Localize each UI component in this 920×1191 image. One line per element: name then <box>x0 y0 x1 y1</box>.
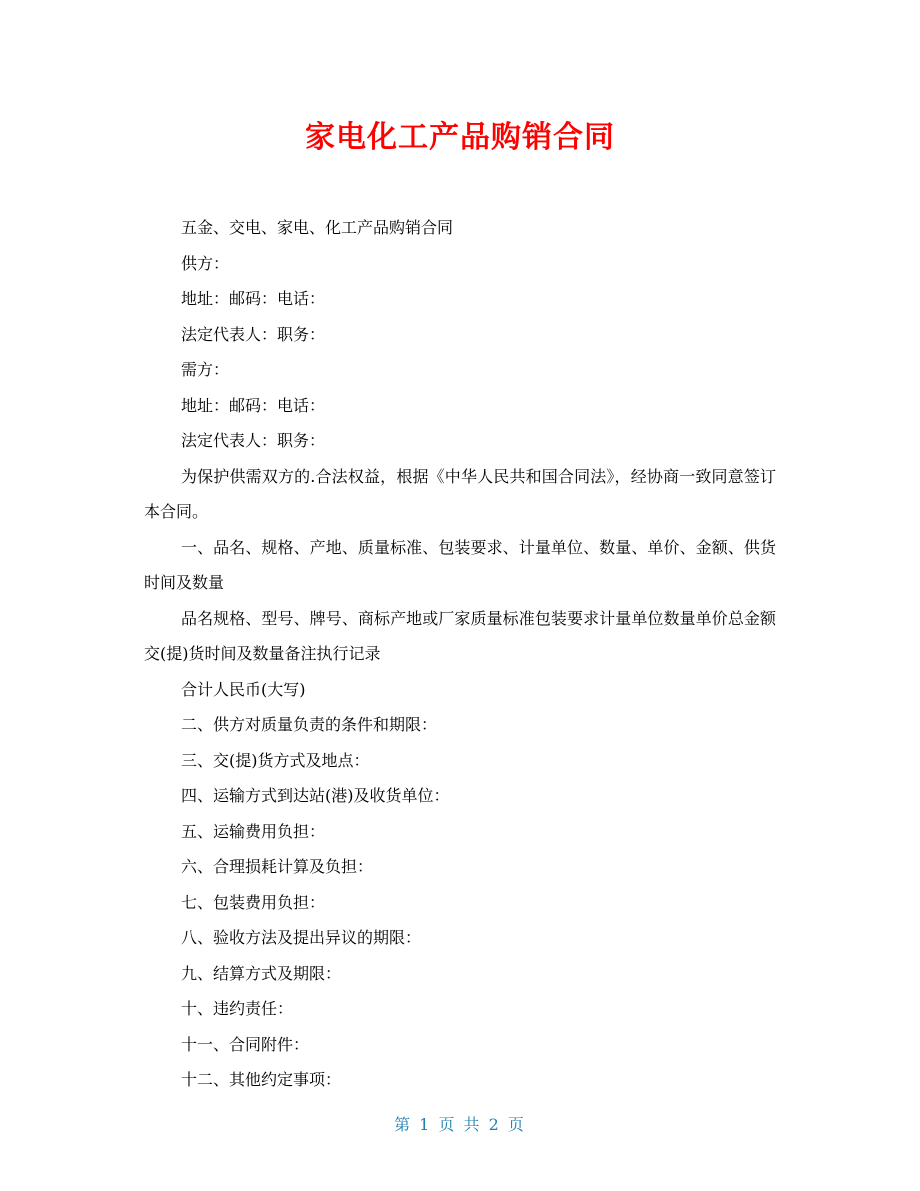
paragraph: 地址：邮码：电话： <box>181 395 326 415</box>
document-title: 家电化工产品购销合同 <box>305 120 615 155</box>
document-body <box>144 210 776 1098</box>
paragraph: 五金、交电、家电、化工产品购销合同 <box>181 218 454 237</box>
paragraph: 八、验收方法及提出异议的期限： <box>181 928 422 947</box>
paragraph: 法定代表人：职务： <box>181 324 326 344</box>
paragraph: 九、结算方式及期限： <box>181 963 342 983</box>
paragraph: 三、交(提)货方式及地点： <box>181 750 370 770</box>
paragraph: 品名规格、型号、牌号、商标产地或厂家质量标准包装要求计量单位数量单价总金额交(提)货时间及数量备注执行记录 <box>144 608 776 663</box>
paragraph: 二、供方对质量负责的条件和期限： <box>181 715 438 734</box>
paragraph: 为保护供需双方的.合法权益，根据《中华人民共和国合同法》，经协商一致同意签订本合同。 <box>144 466 776 521</box>
paragraph: 五、运输费用负担： <box>181 821 326 841</box>
paragraph: 四、运输方式到达站(港)及收货单位： <box>181 786 450 805</box>
paragraph: 地址：邮码：电话： <box>181 289 326 308</box>
paragraph: 十一、合同附件： <box>181 1034 310 1054</box>
paragraph: 六、合理损耗计算及负担： <box>181 857 374 876</box>
paragraph: 十二、其他约定事项： <box>181 1070 342 1089</box>
paragraph: 七、包装费用负担： <box>181 892 326 912</box>
paragraph: 合计人民币(大写) <box>181 679 306 699</box>
paragraph: 十、违约责任： <box>181 999 294 1018</box>
paragraph: 法定代表人：职务： <box>181 431 326 450</box>
page-footer: 第 1 页 共 2 页 <box>394 1115 526 1134</box>
paragraph: 需方： <box>181 360 230 379</box>
paragraph: 供方： <box>181 253 230 273</box>
paragraph: 一、品名、规格、产地、质量标准、包装要求、计量单位、数量、单价、金额、供货时间及数量 <box>144 537 776 592</box>
